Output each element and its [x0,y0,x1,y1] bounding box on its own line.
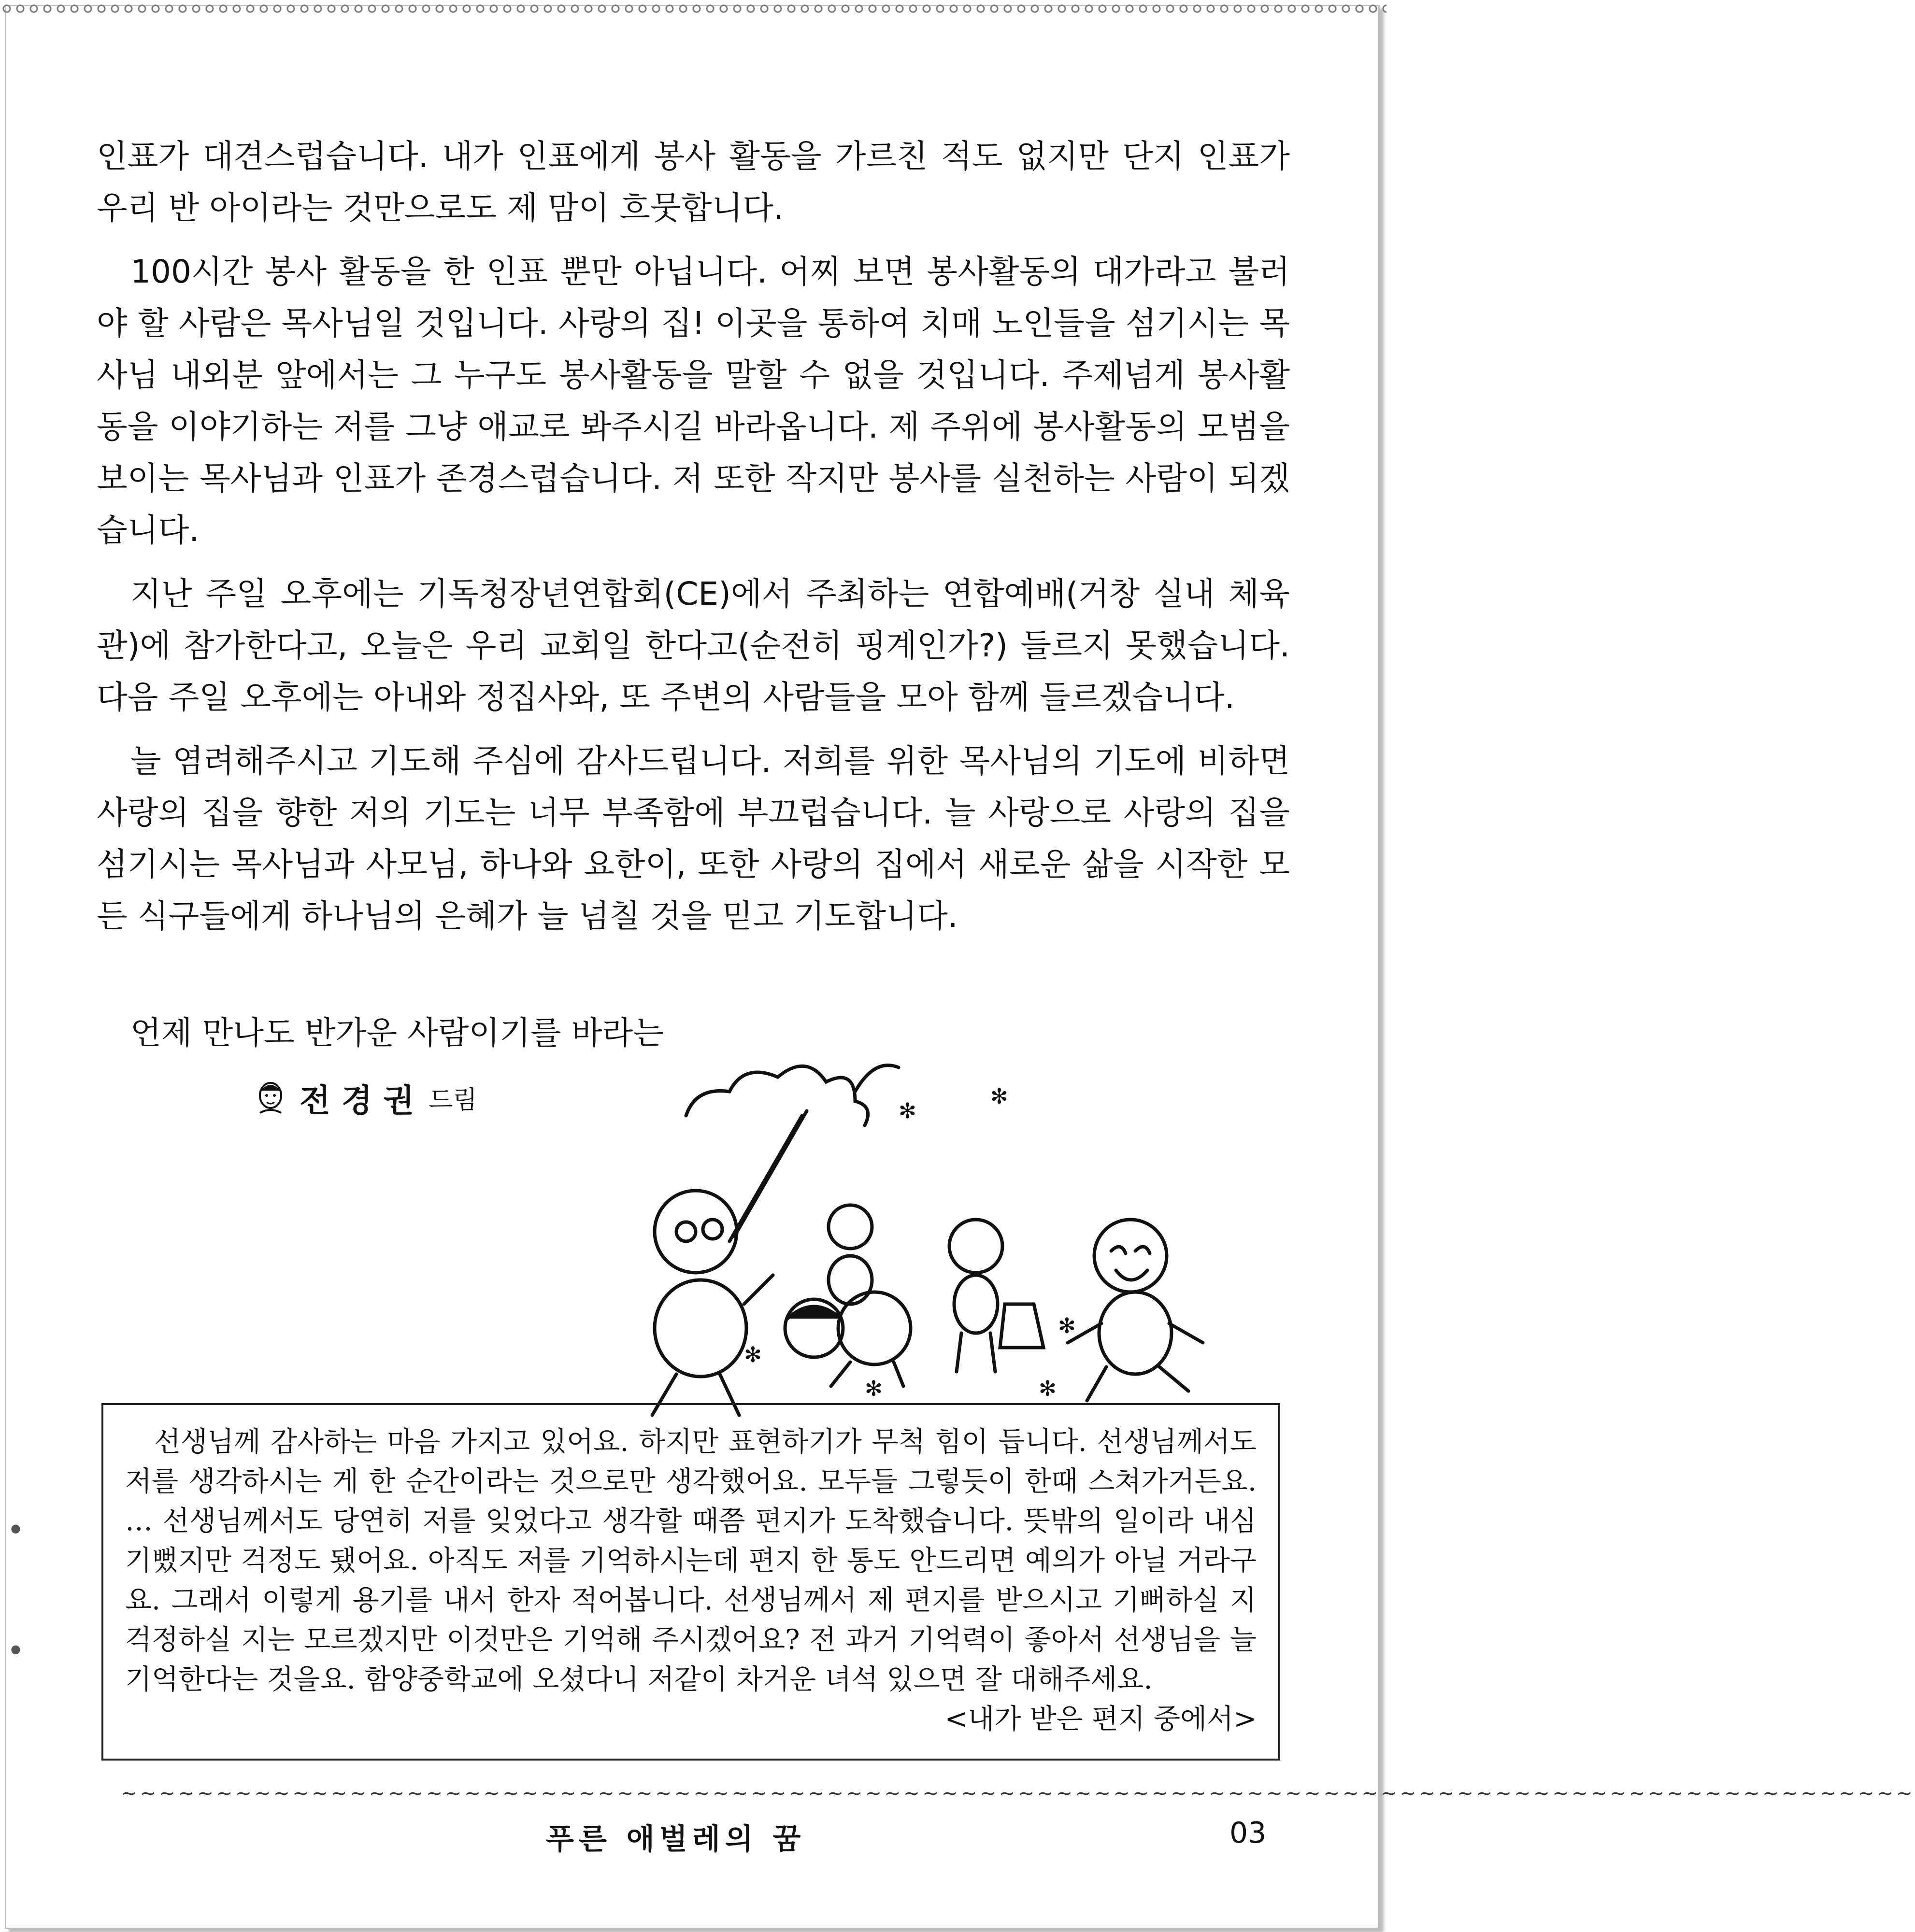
footer-divider: ~~~~~~~~~~~~~~~~~~~~~~~~~~~~~~~~~~~~~~~~~~~~~~~~~~~~~~~~~~~~~~~~~~~~~~~~~~~~~~~~~~~~~~~~~~~~~~ [121,1782,1915,1804]
margin-mark: ● [11,1521,21,1535]
signature-name: 전 경 권 [300,1082,414,1119]
footer-title: 푸른 애벌레의 꿈 [546,1822,806,1856]
paragraph: 100시간 봉사 활동을 한 인표 뿐만 아닙니다. 어찌 보면 봉사활동의 대가라고 불러야 할 사람은 목사님일 것입니다. 사랑의 집! 이곳을 통하여 치매 노인들을 섬기시는 목사님 내외분 앞에서는 그 누구도 봉사활동을 말할 수 없을 것입니다. 주제넘게 봉사활동을 이야기하는 저를 그냥 애교로 봐주시길 바라옵니다. 제 주위에 봉사활동의 모범을 보이는 목사님과 인표가 존경스럽습니다. 저 또한 작지만 봉사를 실천하는 사람이 되겠습니다. [97,253,1290,549]
page-number: 03 [1229,1816,1267,1850]
signature-suffix: 드림 [429,1086,477,1115]
cartoon-people-cleaning-icon [623,1034,1309,1401]
svg-text:✻: ✻ [1039,1377,1057,1401]
spiral-binding [0,0,1386,19]
letter-quote-box [101,1403,1280,1761]
margin-mark: ● [11,1642,21,1656]
paragraph: 인표가 대견스럽습니다. 내가 인표에게 봉사 활동을 가르친 적도 없지만 단지 인표가 우리 반 아이라는 것만으로도 제 맘이 흐뭇합니다. [97,138,1290,227]
svg-text:✻: ✻ [990,1084,1008,1109]
body-text [97,130,1290,954]
letter-text [125,1422,1257,1735]
signature [256,1075,477,1121]
svg-text:✻: ✻ [865,1377,883,1401]
svg-text:✻: ✻ [1058,1314,1076,1338]
face-icon [256,1081,285,1115]
letter-body: 선생님께 감사하는 마음 가지고 있어요. 하지만 표현하기가 무척 힘이 듭니다. 선생님께서도 저를 생각하시는 게 한 순간이라는 것으로만 생각했어요. 모두들 그렇듯이 한때 스쳐가거든요. … 선생님께서도 당연히 저를 잊었다고 생각할 때쯤 편지가 도착했습니다. 뜻밖의 일이라 내심 기뻤지만 걱정도 됐어요. 아직도 저를 기억하시는데 편지 한 통도 안드리면 예의가 아닐 거라구요. 그래서 이렇게 용기를 내서 한자 적어봅니다. 선생님께서 제 편지를 받으시고 기뻐하실 지 걱정하실 지는 모르겠지만 이것만은 기억해 주시겠어요? 전 과거 기억력이 좋아서 선생님을 늘 기억한다는 것을요. 함양중학교에 오셨다니 저같이 차거운 녀석 있으면 잘 대해주세요. [125,1426,1257,1695]
svg-text:✻: ✻ [899,1099,916,1123]
paragraph: 늘 염려해주시고 기도해 주심에 감사드립니다. 저희를 위한 목사님의 기도에 비하면 사랑의 집을 향한 저의 기도는 너무 부족함에 부끄럽습니다. 늘 사랑으로 사랑의 집을 섬기시는 목사님과 사모님, 하나와 요한이, 또한 사랑의 집에서 새로운 삶을 시작한 모든 식구들에게 하나님의 은혜가 늘 넘칠 것을 믿고 기도합니다. [97,742,1290,935]
letter-source: <내가 받은 편지 중에서> [944,1703,1257,1735]
svg-text:✻: ✻ [744,1343,762,1367]
closing-line: 언제 만나도 반가운 사람이기를 바라는 [130,1014,664,1051]
paragraph: 지난 주일 오후에는 기독청장년연합회(CE)에서 주최하는 연합예배(거창 실내 체육관)에 참가한다고, 오늘은 우리 교회일 한다고(순전히 핑계인가?) 들르지 못했습니다. 다음 주일 오후에는 아내와 정집사와, 또 주변의 사람들을 모아 함께 들르겠습니다. [97,575,1290,716]
